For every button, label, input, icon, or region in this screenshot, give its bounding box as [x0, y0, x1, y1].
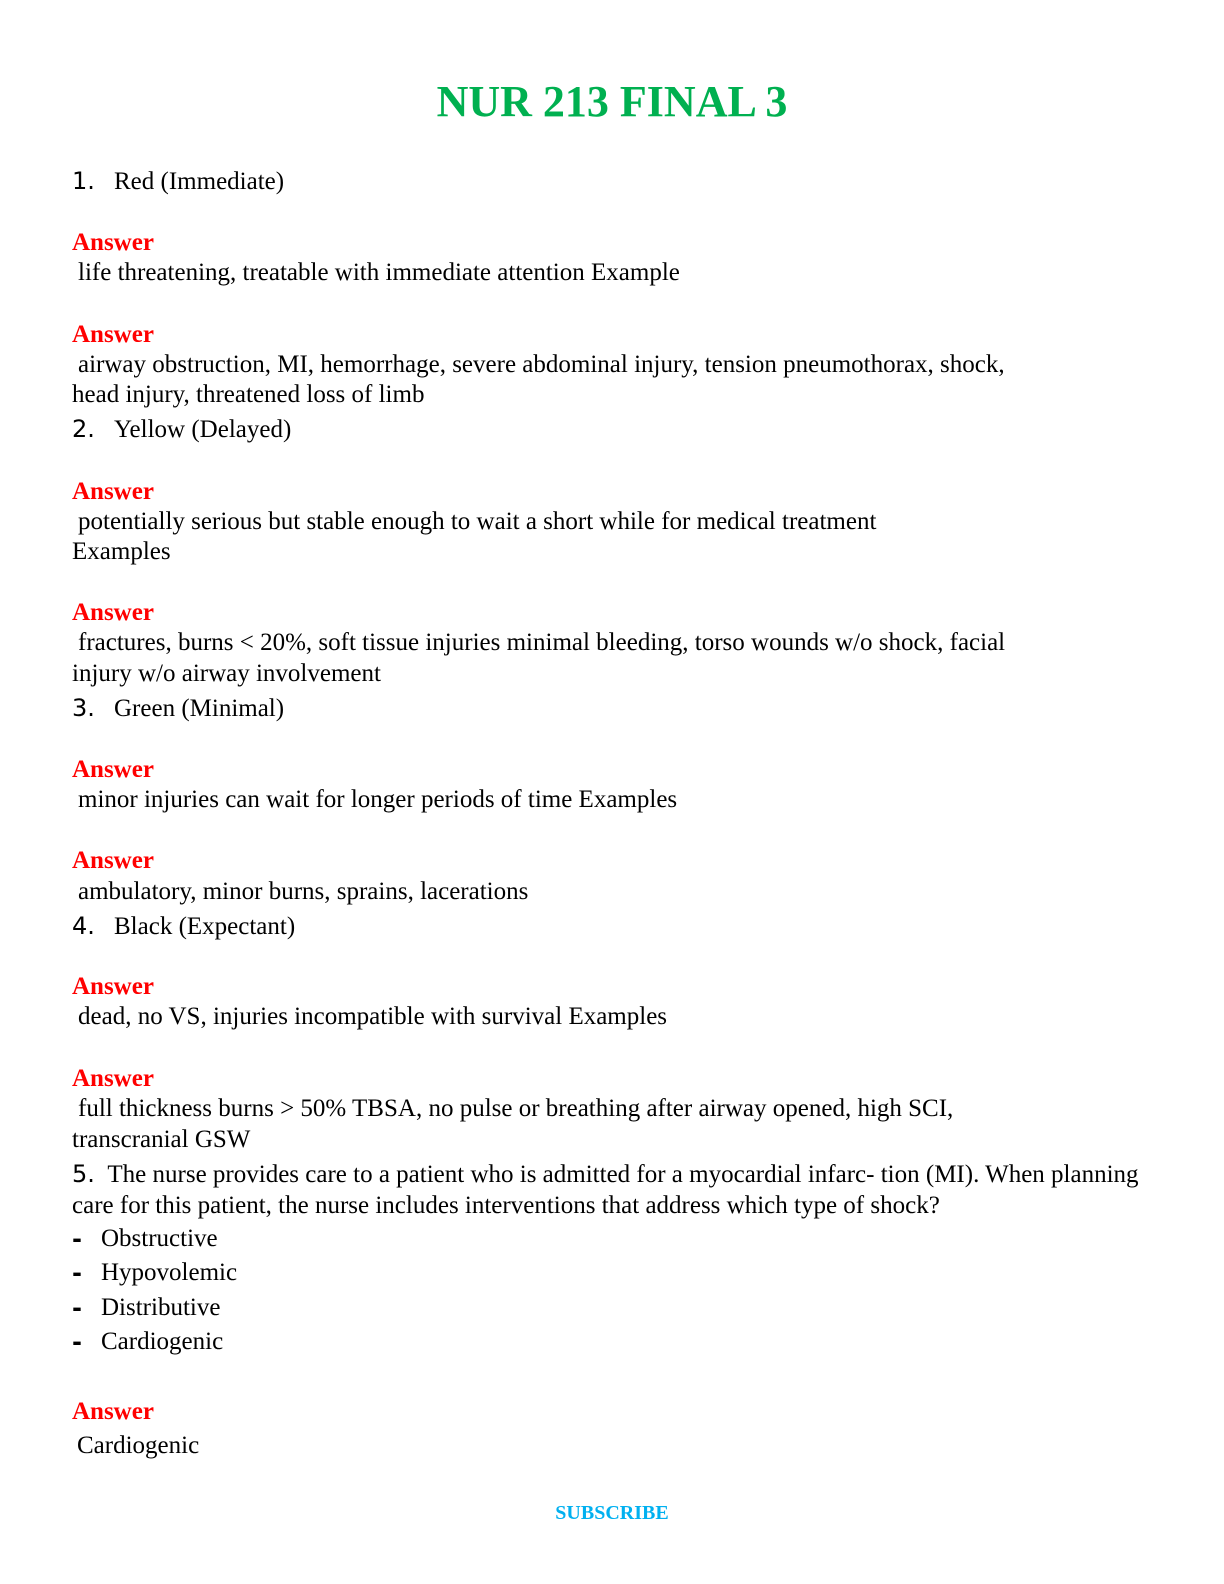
question-1-answer-1-line-1: life threatening, treatable with immediate attention Example — [78, 259, 680, 286]
question-1-answer-2-label: Answer — [72, 321, 154, 348]
question-2-answer-2-label: Answer — [72, 599, 154, 626]
question-2-answer-2-line-1: fractures, burns < 20%, soft tissue injuries minimal bleeding, torso wounds w/o shock, facial — [78, 629, 1006, 656]
question-2-answer-2-line-2: injury w/o airway involvement — [72, 660, 381, 687]
question-1-text: Red (Immediate) — [114, 168, 285, 195]
question-4-number: 4. — [72, 912, 95, 940]
question-4-answer-2-label: Answer — [72, 1065, 154, 1092]
question-4-text: Black (Expectant) — [114, 913, 296, 940]
question-4-answer-1-label: Answer — [72, 973, 154, 1000]
option-1-bullet: - — [72, 1225, 82, 1253]
option-4-bullet: - — [72, 1328, 82, 1356]
question-2-text: Yellow (Delayed) — [114, 416, 292, 443]
option-4: Cardiogenic — [101, 1328, 224, 1355]
option-2: Hypovolemic — [101, 1259, 238, 1286]
question-5-answer-line-1: Cardiogenic — [77, 1432, 200, 1459]
question-4-answer-2-line-2: transcranial GSW — [72, 1126, 251, 1153]
option-3: Distributive — [101, 1294, 221, 1321]
subscribe-link[interactable]: SUBSCRIBE — [555, 1502, 669, 1524]
question-4-answer-1-line-1: dead, no VS, injuries incompatible with survival Examples — [78, 1003, 668, 1030]
question-2-answer-1-line-2: Examples — [72, 538, 171, 565]
question-3-number: 3. — [72, 694, 95, 722]
question-3-answer-1-line-1: minor injuries can wait for longer periods of time Examples — [78, 786, 678, 813]
question-5-text: The nurse provides care to a patient who is admitted for a myocardial infarc- tion (MI). When planning care for this patient, the nurse includes interventions that address which type of shock? — [72, 1161, 1139, 1219]
option-2-bullet: - — [72, 1259, 82, 1287]
document-title: NUR 213 FINAL 3 — [436, 77, 788, 126]
option-3-bullet: - — [72, 1294, 82, 1322]
question-5 — [72, 1159, 1142, 1221]
question-1-answer-2-line-1: airway obstruction, MI, hemorrhage, severe abdominal injury, tension pneumothorax, shock, — [78, 351, 1005, 378]
question-2-answer-1-label: Answer — [72, 478, 154, 505]
question-5-answer-label: Answer — [72, 1398, 154, 1425]
question-3-text: Green (Minimal) — [114, 695, 285, 722]
option-1: Obstructive — [101, 1225, 218, 1252]
question-3-answer-2-label: Answer — [72, 847, 154, 874]
question-3-answer-1-label: Answer — [72, 756, 154, 783]
question-4-answer-2-line-1: full thickness burns > 50% TBSA, no pulse or breathing after airway opened, high SCI, — [78, 1095, 954, 1122]
question-2-answer-1-line-1: potentially serious but stable enough to wait a short while for medical treatment — [78, 508, 877, 535]
question-1-answer-2-line-2: head injury, threatened loss of limb — [72, 381, 425, 408]
question-5-number: 5. — [72, 1160, 95, 1188]
question-3-answer-2-line-1: ambulatory, minor burns, sprains, lacerations — [78, 878, 529, 905]
question-2-number: 2. — [72, 415, 95, 443]
question-1-answer-1-label: Answer — [72, 229, 154, 256]
question-1-number: 1. — [72, 167, 95, 195]
